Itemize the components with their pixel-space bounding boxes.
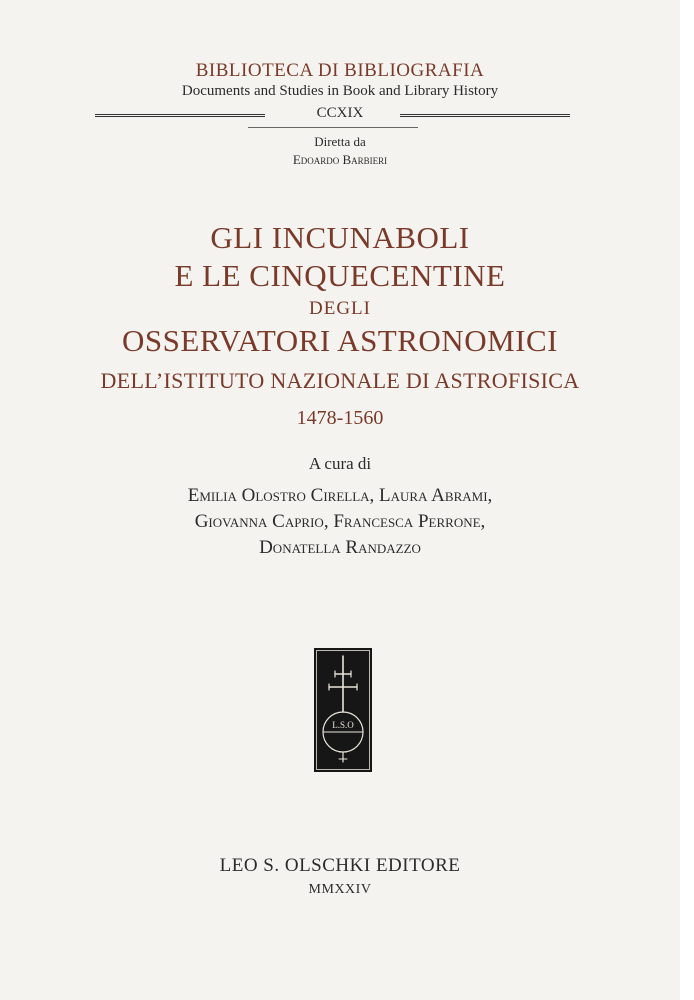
book-title-line-2: E LE CINQUECENTINE [174,258,506,293]
publisher-device-icon [314,648,372,772]
editors-line-2: Giovanna Caprio, Francesca Perrone, [194,511,486,532]
editors-line-3: Donatella Randazzo [259,537,421,558]
directed-by-label: Diretta da [314,134,366,149]
book-title-line-4: OSSERVATORI ASTRONOMICI [122,323,558,358]
publisher-device-letters: L.S.O [332,720,354,730]
editors-line-1: Emilia Olostro Cirella, Laura Abrami, [187,485,493,506]
thin-rule [248,127,418,128]
series-director: Edoardo Barbieri [292,152,388,167]
book-title-line-3: DEGLI [309,298,371,319]
book-date-range: 1478-1560 [296,407,384,429]
book-title-line-1: GLI INCUNABOLI [210,220,470,255]
series-volume-number: CCXIX [316,105,364,121]
publisher-name: LEO S. OLSCHKI EDITORE [219,855,461,876]
editors-label: A cura di [308,454,372,473]
publication-year: MMXXIV [308,882,372,897]
page-edge [680,0,694,1000]
double-rule-right [400,114,570,117]
book-title-line-5: DELL’ISTITUTO NAZIONALE DI ASTROFISICA [100,368,580,393]
series-subtitle: Documents and Studies in Book and Library History [181,83,499,99]
series-title: BIBLIOTECA DI BIBLIOGRAFIA [195,60,485,81]
